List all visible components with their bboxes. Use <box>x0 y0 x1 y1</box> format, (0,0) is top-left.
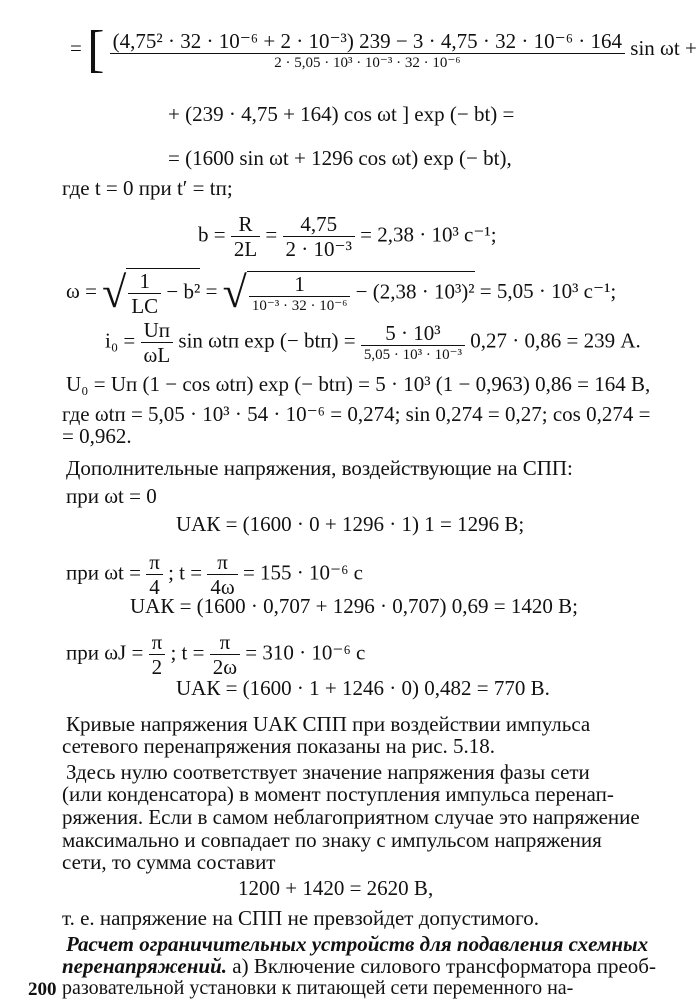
omega-fraction-1 <box>128 269 161 318</box>
case3-fraction-1 <box>149 630 166 679</box>
b-f2-den: 2 · 10⁻³ <box>285 237 352 261</box>
paragraph-2-line-1: Здесь нулю соответствует значение напряжения фазы сети <box>66 760 590 784</box>
case2-f2-num: π <box>207 550 237 575</box>
paragraph-2-line-2: (или конденсатора) в момент поступления импульса перенап- <box>62 782 614 806</box>
omega-rhs: = 5,05 · 10³ с⁻¹; <box>479 278 617 303</box>
b-equation <box>198 212 497 261</box>
i0-lhs: i₀ = <box>105 328 136 353</box>
b-fraction-2 <box>283 212 355 261</box>
left-bracket: [ <box>87 21 105 78</box>
u0-equation: U₀ = Uп (1 − cos ωtп) exp (− btп) = 5 · 10³ (1 − 0,963) 0,86 = 164 В, <box>66 372 651 396</box>
i0-fraction-1 <box>141 318 174 367</box>
omega-equals: = <box>205 278 218 303</box>
section-heading <box>66 932 648 956</box>
b-f2-num: 4,75 <box>283 212 355 237</box>
case3-pre: при ωJ = <box>66 640 144 665</box>
case2-f1-den: 4 <box>149 575 160 599</box>
page-number: 200 <box>28 979 57 1000</box>
i0-f2-num: 5 · 10³ <box>361 321 465 346</box>
fraction-main <box>110 29 625 72</box>
i0-fraction-2 <box>361 321 465 364</box>
omega-f1-num: 1 <box>128 269 161 294</box>
paragraph-2-line-3: ряжения. Если в самом неблагоприятном случае это напряжение <box>62 805 640 829</box>
section-text: Дополнительные напряжения, воздействующие на СПП: <box>66 456 573 480</box>
paragraph-2-line-4: максимально и совпадает по знаку с импульсом напряжения <box>62 828 602 852</box>
heading-bold-text-2: перенапряжений. <box>62 954 228 978</box>
sum-equation: 1200 + 1420 = 2620 В, <box>238 876 434 900</box>
b-lhs: b = <box>198 222 226 247</box>
equation-line-3: = (1600 sin ωt + 1296 cos ωt) exp (− bt), <box>168 146 512 170</box>
b-f1-den: 2L <box>233 237 258 261</box>
omega-fraction-2 <box>249 272 351 315</box>
b-fraction-1 <box>231 212 260 261</box>
sqrt-body-2 <box>247 271 475 315</box>
case2-mid: ; t = <box>168 560 203 585</box>
sqrt-icon: √ <box>222 268 247 317</box>
case2-equation: UАК = (1600 · 0,707 + 1296 · 0,707) 0,69 = 1420 В; <box>130 594 578 618</box>
i0-f1-den: ωL <box>143 343 171 367</box>
b-equals: = <box>265 222 278 247</box>
paragraph-4-line-2 <box>62 954 656 978</box>
omega-lhs: ω = <box>66 278 97 303</box>
case3-f1-den: 2 <box>151 655 163 679</box>
case2-fraction-2 <box>207 550 237 599</box>
where-line-1: где t = 0 при t′ = tп; <box>62 176 233 200</box>
where-line-2: где ωtп = 5,05 · 10³ · 54 · 10⁻⁶ = 0,274; sin 0,274 = 0,27; cos 0,274 = <box>62 402 651 426</box>
b-f1-num: R <box>231 212 260 237</box>
omega-minus2: − (2,38 · 10³)² <box>355 279 475 304</box>
case1-condition: при ωt = 0 <box>66 484 157 508</box>
paragraph-3: т. е. напряжение на СПП не превзойдет допустимого. <box>62 906 540 930</box>
case1-equation: UАК = (1600 · 0 + 1296 · 1) 1 = 1296 В; <box>176 512 525 536</box>
equation-suffix: sin ωt + <box>630 35 697 60</box>
where-line-2b: = 0,962. <box>62 424 132 448</box>
case2-rhs: = 155 · 10⁻⁶ с <box>242 560 364 585</box>
case3-f2-num: π <box>210 630 240 655</box>
paragraph-2-line-5: сети, то сумма составит <box>62 850 276 874</box>
paragraph-4-line-3: разовательной установки к питающей сети переменного на- <box>62 977 574 999</box>
heading-bold-text: Расчет ограничительных устройств для подавления схемных <box>66 932 649 956</box>
omega-f2-num: 1 <box>249 272 351 297</box>
omega-f1-den: LC <box>131 294 159 318</box>
case3-f1-num: π <box>149 630 166 655</box>
case3-mid: ; t = <box>170 640 205 665</box>
paragraph-4-text: а) Включение силового трансформатора преоб- <box>227 954 656 978</box>
case2-pre: при ωt = <box>66 560 141 585</box>
i0-mid: sin ωtп exp (− btп) = <box>178 328 356 353</box>
omega-f2-den: 10⁻³ · 32 · 10⁻⁶ <box>251 298 348 314</box>
i0-equation <box>105 318 641 367</box>
paragraph-1-line-2: сетевого перенапряжения показаны на рис. 5.18. <box>62 734 496 758</box>
case3-equation: UАК = (1600 · 1 + 1246 · 0) 0,482 = 770 В. <box>176 676 550 700</box>
i0-rhs: 0,27 · 0,86 = 239 А. <box>470 328 641 353</box>
case3-f2-den: 2ω <box>212 655 238 679</box>
fraction-numerator: (4,75² · 32 · 10⁻⁶ + 2 · 10⁻³) 239 − 3 · 4,75 · 32 · 10⁻⁶ · 164 <box>110 29 625 54</box>
fraction-denominator: 2 · 5,05 · 10³ · 10⁻³ · 32 · 10⁻⁶ <box>274 54 461 71</box>
i0-f1-num: Uп <box>141 318 174 343</box>
case3-fraction-2 <box>210 630 240 679</box>
case2-f1-num: π <box>146 550 163 575</box>
case3-condition <box>66 630 365 679</box>
case2-condition <box>66 550 363 599</box>
equals-sign: = <box>70 35 82 60</box>
case2-f2-den: 4ω <box>210 575 235 599</box>
sqrt-body-1 <box>126 268 200 318</box>
equation-line-2: + (239 · 4,75 + 164) cos ωt ] exp (− bt) = <box>168 102 515 126</box>
sqrt-icon: √ <box>102 268 127 317</box>
b-rhs: = 2,38 · 10³ с⁻¹; <box>360 222 497 247</box>
omega-minus-b2: − b² <box>166 279 201 304</box>
case2-fraction-1 <box>146 550 163 599</box>
omega-equation <box>66 268 616 318</box>
i0-f2-den: 5,05 · 10³ · 10⁻³ <box>363 347 463 363</box>
paragraph-1-line-1: Кривые напряжения UАК СПП при воздействии импульса <box>66 712 591 736</box>
case3-rhs: = 310 · 10⁻⁶ с <box>245 640 366 665</box>
equation-line-1 <box>70 21 697 78</box>
